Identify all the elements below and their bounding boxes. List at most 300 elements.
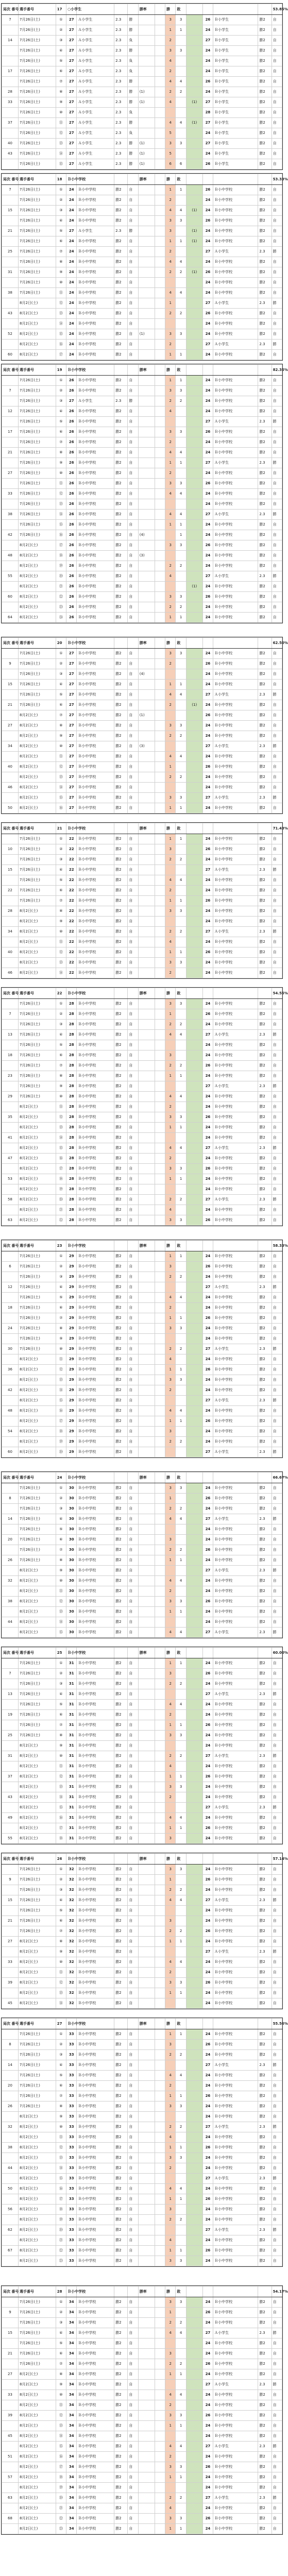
table-row[interactable]: [2, 1447, 282, 1458]
cell-col-0: 21: [2, 700, 19, 710]
table-row[interactable]: [2, 2472, 282, 2483]
table-row[interactable]: [2, 803, 282, 814]
table-row[interactable]: [2, 520, 282, 530]
table-row[interactable]: [2, 865, 282, 875]
table-row[interactable]: [2, 46, 282, 56]
cell-col-3: 32: [66, 1968, 77, 1978]
table-row[interactable]: [2, 917, 282, 927]
table-row[interactable]: [2, 2163, 282, 2174]
cell-col-0: [2, 319, 19, 329]
cell-col-1: 8月2日(土): [19, 1174, 56, 1184]
table-row[interactable]: [2, 1823, 282, 1834]
table-row[interactable]: [2, 741, 282, 752]
table-row[interactable]: [2, 448, 282, 458]
table-row[interactable]: [2, 1720, 282, 1731]
table-row[interactable]: [2, 602, 282, 613]
table-row[interactable]: [2, 15, 282, 25]
table-row[interactable]: [2, 1365, 282, 1375]
table-row[interactable]: [2, 278, 282, 288]
table-row[interactable]: [2, 1813, 282, 1823]
table-row[interactable]: [2, 582, 282, 592]
cell-col-4: Ａ小学生: [77, 118, 114, 128]
table-row[interactable]: [2, 834, 282, 844]
table-row[interactable]: [2, 947, 282, 958]
table-row[interactable]: [2, 206, 282, 216]
cell-col-13: Ｂ小中学校: [213, 1293, 258, 1303]
cell-col-13: Ｂ小中学校: [213, 427, 258, 437]
table-row[interactable]: [2, 1566, 282, 1576]
table-row[interactable]: [2, 530, 282, 540]
table-row[interactable]: [2, 350, 282, 360]
table-row[interactable]: [2, 288, 282, 298]
table-row[interactable]: [2, 927, 282, 937]
table-row[interactable]: [2, 721, 282, 731]
table-row[interactable]: [2, 2421, 282, 2431]
table-row[interactable]: [2, 427, 282, 437]
table-row[interactable]: [2, 1324, 282, 1334]
cell-col-6: 自: [128, 1658, 138, 1669]
table-row[interactable]: [2, 458, 282, 468]
cell-col-11: [186, 1926, 202, 1937]
table-row[interactable]: [2, 1514, 282, 1524]
cell-col-5: 勝2: [114, 1251, 128, 1262]
table-row[interactable]: [2, 417, 282, 427]
table-row[interactable]: [2, 406, 282, 417]
cell-col-2: ⑥: [56, 1916, 66, 1926]
table-row[interactable]: [2, 1133, 282, 1143]
table-row[interactable]: [2, 1504, 282, 1514]
table-row[interactable]: [2, 1803, 282, 1813]
table-row[interactable]: [2, 1174, 282, 1184]
cell-col-4: Ｂ小中学校: [77, 1385, 114, 1396]
table-row[interactable]: [2, 1375, 282, 1385]
cell-col-5: 2.3: [114, 66, 128, 77]
table-row[interactable]: [2, 1731, 282, 1741]
table-row[interactable]: [2, 1071, 282, 1081]
table-row[interactable]: [2, 2411, 282, 2421]
table-row[interactable]: [2, 1957, 282, 1968]
cell-col-8: [155, 396, 165, 406]
table-row[interactable]: [2, 680, 282, 690]
table-row[interactable]: [2, 216, 282, 226]
table-row[interactable]: [2, 36, 282, 46]
cell-col-5: 勝2: [114, 1437, 128, 1447]
cell-col-9: 1: [165, 1251, 176, 1262]
cell-col-2: ⑭: [56, 1998, 66, 2009]
cell-col-6: 自: [128, 1143, 138, 1154]
table-row[interactable]: [2, 1293, 282, 1303]
table-row[interactable]: [2, 1937, 282, 1947]
cell-col-9: 3: [165, 1427, 176, 1437]
cell-col-1: 7月26日(土): [19, 1092, 56, 1102]
table-row[interactable]: [2, 2091, 282, 2102]
table-row[interactable]: [2, 613, 282, 623]
table-row[interactable]: [2, 2112, 282, 2122]
table-row[interactable]: [2, 2029, 282, 2040]
cell-col-3: 31: [66, 1731, 77, 1741]
table-row[interactable]: [2, 690, 282, 700]
table-row[interactable]: [2, 2452, 282, 2462]
table-row[interactable]: [2, 77, 282, 87]
table-row[interactable]: [2, 1555, 282, 1566]
cell-col-12: 26: [202, 1772, 213, 1782]
table-row[interactable]: [2, 489, 282, 499]
table-row[interactable]: [2, 1272, 282, 1282]
table-row[interactable]: [2, 298, 282, 309]
table-row[interactable]: [2, 2246, 282, 2256]
cell-col-15: 自: [272, 2483, 282, 2493]
table-row[interactable]: [2, 2400, 282, 2411]
table-row[interactable]: [2, 855, 282, 865]
header-col-b: 敗: [176, 988, 186, 999]
cell-col-15: 勝: [272, 510, 282, 520]
table-row[interactable]: [2, 1303, 282, 1313]
table-row[interactable]: [2, 1998, 282, 2009]
table-row[interactable]: [2, 1009, 282, 1020]
cell-col-15: 自: [272, 551, 282, 561]
cell-col-5: 勝2: [114, 2514, 128, 2524]
table-row[interactable]: [2, 1143, 282, 1154]
table-row[interactable]: [2, 1782, 282, 1792]
table-row[interactable]: [2, 66, 282, 77]
table-row[interactable]: [2, 1061, 282, 1071]
table-row[interactable]: [2, 1040, 282, 1050]
table-row[interactable]: [2, 1906, 282, 1916]
table-row[interactable]: [2, 2483, 282, 2493]
cell-col-10: [176, 865, 186, 875]
table-row[interactable]: [2, 2390, 282, 2400]
table-row[interactable]: [2, 1586, 282, 1597]
table-row[interactable]: [2, 571, 282, 582]
cell-col-4: Ｂ小中学校: [77, 1906, 114, 1916]
table-row[interactable]: [2, 669, 282, 680]
cell-col-14: 勝2: [258, 1071, 272, 1081]
table-row[interactable]: [2, 886, 282, 896]
table-row[interactable]: [2, 2235, 282, 2246]
table-row[interactable]: [2, 1597, 282, 1607]
table-row[interactable]: [2, 2462, 282, 2472]
table-row[interactable]: [2, 649, 282, 659]
table-row[interactable]: [2, 1050, 282, 1061]
table-row[interactable]: [2, 1020, 282, 1030]
table-row[interactable]: [2, 958, 282, 968]
table-row[interactable]: [2, 195, 282, 206]
cell-col-10: [176, 1968, 186, 1978]
table-row[interactable]: [2, 906, 282, 917]
table-row[interactable]: [2, 1494, 282, 1504]
table-row[interactable]: [2, 2081, 282, 2091]
table-row[interactable]: [2, 226, 282, 236]
table-row[interactable]: [2, 2431, 282, 2442]
table-row[interactable]: [2, 592, 282, 602]
table-row[interactable]: [2, 2524, 282, 2534]
table-row[interactable]: [2, 896, 282, 906]
cell-col-3: 26: [66, 602, 77, 613]
table-row[interactable]: [2, 1334, 282, 1344]
table-row[interactable]: [2, 551, 282, 561]
cell-col-7: [138, 1494, 155, 1504]
cell-col-9: 2: [165, 731, 176, 741]
cell-col-15: 自: [272, 540, 282, 551]
table-row[interactable]: [2, 1396, 282, 1406]
table-row[interactable]: [2, 1354, 282, 1365]
cell-col-12: 26: [202, 2143, 213, 2153]
table-row[interactable]: [2, 1710, 282, 1720]
cell-col-15: 自: [272, 25, 282, 36]
cell-col-5: 勝2: [114, 999, 128, 1009]
table-row[interactable]: [2, 1988, 282, 1998]
table-row[interactable]: [2, 1195, 282, 1205]
cell-col-13: Ｂ小中学校: [213, 1761, 258, 1772]
table-row[interactable]: [2, 2503, 282, 2514]
cell-col-7: [138, 2359, 155, 2369]
table-row[interactable]: [2, 2174, 282, 2184]
cell-col-1: 8月2日(土): [19, 2143, 56, 2153]
table-row[interactable]: [2, 2184, 282, 2194]
table-row[interactable]: [2, 56, 282, 66]
cell-col-10: [176, 1447, 186, 1458]
table-row[interactable]: [2, 257, 282, 267]
table-row[interactable]: [2, 1751, 282, 1761]
header-col-a: 勝: [165, 1241, 176, 1251]
table-row[interactable]: [2, 108, 282, 118]
table-row[interactable]: [2, 309, 282, 319]
table-row[interactable]: [2, 1154, 282, 1164]
table-row[interactable]: [2, 2143, 282, 2153]
cell-col-3: 29: [66, 1303, 77, 1313]
table-row[interactable]: [2, 1885, 282, 1895]
cell-col-12: 24: [202, 968, 213, 978]
table-row[interactable]: [2, 1792, 282, 1803]
cell-col-9: 1: [165, 2194, 176, 2205]
table-row[interactable]: [2, 844, 282, 855]
table-row[interactable]: [2, 236, 282, 247]
table-row[interactable]: [2, 1385, 282, 1396]
table-row[interactable]: [2, 561, 282, 571]
table-row[interactable]: [2, 1895, 282, 1906]
table-row[interactable]: [2, 118, 282, 128]
table-row[interactable]: [2, 1427, 282, 1437]
table-row[interactable]: [2, 319, 282, 329]
table-row[interactable]: [2, 1689, 282, 1700]
cell-col-12: 24: [202, 2235, 213, 2246]
table-row[interactable]: [2, 2153, 282, 2163]
table-row[interactable]: [2, 1978, 282, 1988]
table-row[interactable]: [2, 2215, 282, 2225]
table-row[interactable]: [2, 1772, 282, 1782]
cell-col-2: ⑮: [56, 2442, 66, 2452]
table-row[interactable]: [2, 1875, 282, 1885]
table-row[interactable]: [2, 1282, 282, 1293]
table-row[interactable]: [2, 1524, 282, 1535]
table-row[interactable]: [2, 1617, 282, 1628]
table-row[interactable]: [2, 1926, 282, 1937]
cell-col-10: 4: [176, 1957, 186, 1968]
table-row[interactable]: [2, 2225, 282, 2235]
table-row[interactable]: [2, 1112, 282, 1123]
cell-col-1: 7月26日(土): [19, 844, 56, 855]
table-row[interactable]: [2, 1679, 282, 1689]
table-row[interactable]: [2, 87, 282, 97]
table-row[interactable]: [2, 247, 282, 257]
table-row[interactable]: [2, 139, 282, 149]
cell-col-9: 1: [165, 1494, 176, 1504]
cell-col-5: 勝2: [114, 2308, 128, 2318]
table-row[interactable]: [2, 2308, 282, 2318]
header-col-b: 敗: [176, 1854, 186, 1865]
table-row[interactable]: [2, 1406, 282, 1416]
table-row[interactable]: [2, 437, 282, 448]
table-row[interactable]: [2, 1628, 282, 1638]
table-row[interactable]: [2, 783, 282, 793]
table-row[interactable]: [2, 329, 282, 340]
table-row[interactable]: [2, 2132, 282, 2143]
table-row[interactable]: [2, 2359, 282, 2369]
table-row[interactable]: [2, 479, 282, 489]
cell-col-7: [138, 278, 155, 288]
cell-col-12: 27: [202, 2225, 213, 2235]
table-row[interactable]: [2, 2493, 282, 2503]
table-row[interactable]: [2, 2102, 282, 2112]
table-row[interactable]: [2, 700, 282, 710]
table-row[interactable]: [2, 710, 282, 721]
cell-col-4: Ｂ小中学校: [77, 458, 114, 468]
table-row[interactable]: [2, 2040, 282, 2050]
cell-col-6: 自: [128, 437, 138, 448]
table-row[interactable]: [2, 2071, 282, 2081]
cell-col-15: 自: [272, 1679, 282, 1689]
table-row[interactable]: [2, 2442, 282, 2452]
table-row[interactable]: [2, 540, 282, 551]
table-row[interactable]: [2, 499, 282, 510]
table-row[interactable]: [2, 1535, 282, 1545]
table-row[interactable]: [2, 1545, 282, 1555]
table-row[interactable]: [2, 97, 282, 108]
cell-col-5: 勝2: [114, 1215, 128, 1226]
table-row[interactable]: [2, 762, 282, 772]
table-row[interactable]: [2, 1102, 282, 1112]
table-row[interactable]: [2, 968, 282, 978]
table-row[interactable]: [2, 731, 282, 741]
table-row[interactable]: [2, 1761, 282, 1772]
table-row[interactable]: [2, 1344, 282, 1354]
cell-col-5: 勝2: [114, 793, 128, 803]
table-row[interactable]: [2, 1437, 282, 1447]
table-row[interactable]: [2, 1576, 282, 1586]
table-row[interactable]: [2, 2328, 282, 2338]
table-row[interactable]: [2, 1215, 282, 1226]
cell-col-11: [186, 1040, 202, 1050]
table-row[interactable]: [2, 1916, 282, 1926]
table-row[interactable]: [2, 149, 282, 159]
table-row[interactable]: [2, 340, 282, 350]
table-row[interactable]: [2, 2060, 282, 2071]
table-row[interactable]: [2, 999, 282, 1009]
table-row[interactable]: [2, 1700, 282, 1710]
cell-col-9: 3: [165, 2205, 176, 2215]
table-row[interactable]: [2, 1123, 282, 1133]
table-row[interactable]: [2, 267, 282, 278]
table-row[interactable]: [2, 1184, 282, 1195]
cell-col-11: [186, 46, 202, 56]
table-row[interactable]: [2, 2256, 282, 2266]
cell-col-8: [155, 2102, 165, 2112]
table-row[interactable]: [2, 2050, 282, 2060]
table-row[interactable]: [2, 2318, 282, 2328]
cell-col-2: ⑥: [56, 427, 66, 437]
table-row[interactable]: [2, 2122, 282, 2132]
cell-col-2: ㉔: [56, 613, 66, 623]
table-row[interactable]: [2, 1416, 282, 1427]
table-row[interactable]: [2, 1669, 282, 1679]
table-row[interactable]: [2, 128, 282, 139]
table-row[interactable]: [2, 875, 282, 886]
table-row[interactable]: [2, 1313, 282, 1324]
cell-col-11: [186, 721, 202, 731]
table-row[interactable]: [2, 659, 282, 669]
table-row[interactable]: [2, 752, 282, 762]
table-row[interactable]: [2, 468, 282, 479]
table-row[interactable]: [2, 1865, 282, 1875]
table-row[interactable]: [2, 1030, 282, 1040]
table-row[interactable]: [2, 2349, 282, 2359]
cell-col-1: 7月26日(土): [19, 2050, 56, 2060]
table-row[interactable]: [2, 185, 282, 195]
table-row[interactable]: [2, 376, 282, 386]
table-row[interactable]: [2, 2514, 282, 2524]
table-row[interactable]: [2, 1262, 282, 1272]
table-row[interactable]: [2, 1968, 282, 1978]
cell-col-8: [155, 1334, 165, 1344]
table-row[interactable]: [2, 2205, 282, 2215]
table-row[interactable]: [2, 396, 282, 406]
header-blank: [202, 1241, 213, 1251]
cell-col-1: 7月26日(土): [19, 437, 56, 448]
cell-col-4: Ｂ小中学校: [77, 2071, 114, 2081]
table-row[interactable]: [2, 937, 282, 947]
table-row[interactable]: [2, 1092, 282, 1102]
table-row[interactable]: [2, 1251, 282, 1262]
table-row[interactable]: [2, 1205, 282, 1215]
table-row[interactable]: [2, 1607, 282, 1617]
table-row[interactable]: [2, 2297, 282, 2308]
table-row[interactable]: [2, 1658, 282, 1669]
table-row[interactable]: [2, 1834, 282, 1844]
cell-col-8: [155, 185, 165, 195]
table-row[interactable]: [2, 1483, 282, 1494]
table-row[interactable]: [2, 2194, 282, 2205]
table-row[interactable]: [2, 159, 282, 170]
table-row[interactable]: [2, 510, 282, 520]
table-row[interactable]: [2, 1081, 282, 1092]
table-row[interactable]: [2, 2380, 282, 2390]
table-row[interactable]: [2, 386, 282, 396]
table-row[interactable]: [2, 772, 282, 783]
table-row[interactable]: [2, 25, 282, 36]
table-row[interactable]: [2, 1164, 282, 1174]
score-sheet: [1, 2285, 288, 2535]
cell-col-2: ⑫: [56, 1365, 66, 1375]
table-row[interactable]: [2, 1741, 282, 1751]
cell-col-3: 32: [66, 1865, 77, 1875]
table-row[interactable]: [2, 2338, 282, 2349]
table-row[interactable]: [2, 2369, 282, 2380]
cell-col-13: Ａ小学生: [213, 690, 258, 700]
table-row[interactable]: [2, 1947, 282, 1957]
table-row[interactable]: [2, 793, 282, 803]
cell-col-9: 2: [165, 396, 176, 406]
cell-col-14: 勝2: [258, 2215, 272, 2225]
